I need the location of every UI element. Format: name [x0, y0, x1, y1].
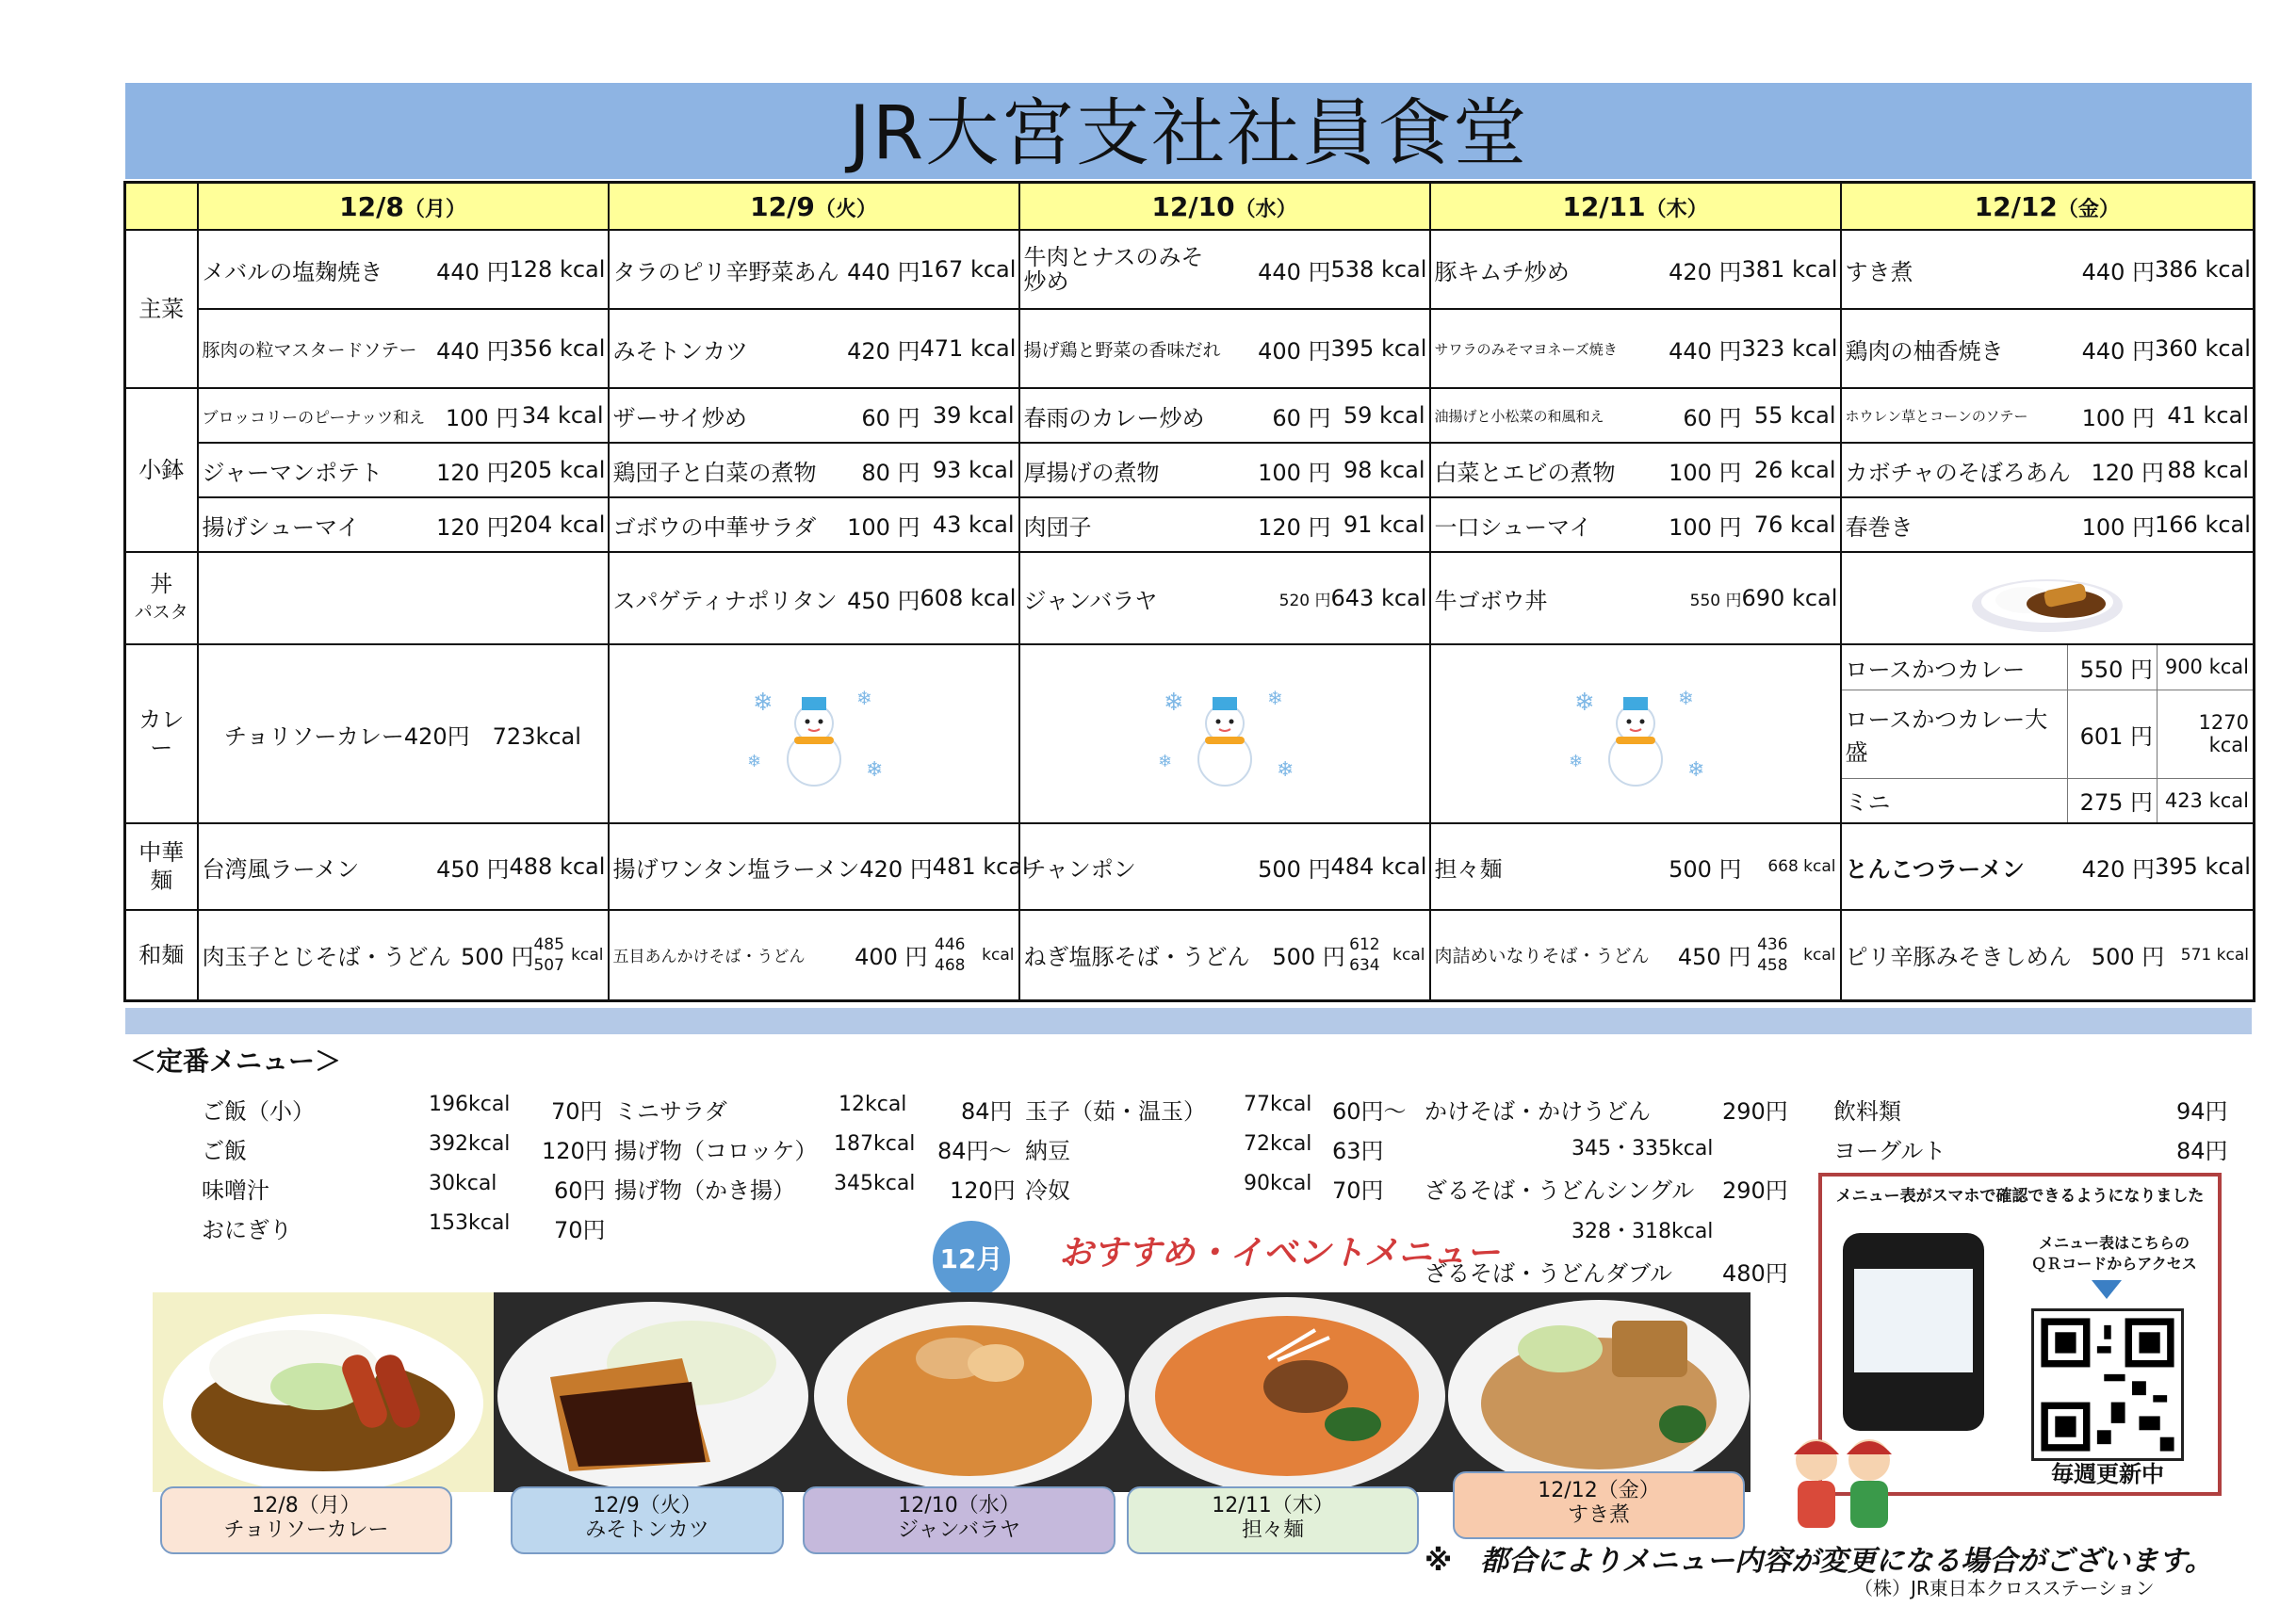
- category-curry: カレー: [125, 644, 198, 823]
- curry-item-price: 550 円: [2068, 645, 2158, 690]
- chef-illustration: [1771, 1422, 1913, 1535]
- qr-code[interactable]: [2031, 1308, 2184, 1461]
- arrow-down-icon: [2092, 1280, 2122, 1299]
- regular-item-name: 揚げ物（かき揚）: [614, 1177, 795, 1204]
- regular-item-price: 70円: [554, 1217, 606, 1243]
- regular-item-name: ご飯（小）: [202, 1098, 315, 1125]
- menu-cell: 揚げワンタン塩ラーメン 420 円 481 kcal: [609, 823, 1019, 910]
- curry-illustration-cell: [1841, 552, 2255, 644]
- regular-item-name: 味噌汁: [202, 1177, 269, 1204]
- regular-item-price: 63円: [1332, 1138, 1384, 1164]
- regular-item-price: 84円～: [937, 1138, 1012, 1164]
- regular-item-price: 120円: [950, 1177, 1016, 1204]
- category-main: 主菜: [125, 230, 198, 388]
- menu-cell: 白菜とエビの煮物 100 円 26 kcal: [1430, 443, 1841, 497]
- regular-item-name: 納豆: [1025, 1138, 1070, 1164]
- caption-thu: 12/11（木） 担々麺: [1127, 1486, 1419, 1554]
- page-title: JR大宮支社社員食堂: [848, 91, 1529, 176]
- menu-cell-empty: [198, 552, 609, 644]
- snowman-illustration: [1024, 673, 1425, 795]
- menu-cell: 牛ゴボウ丼 550 円 690 kcal: [1430, 552, 1841, 644]
- menu-cell: サワラのみそマヨネーズ焼き 440 円 323 kcal: [1430, 309, 1841, 388]
- snowman-cell: [609, 644, 1019, 823]
- regular-item-price: 290円: [1722, 1177, 1788, 1204]
- weekly-update-label: 毎週更新中: [2051, 1461, 2164, 1487]
- svg-text:❄: ❄: [1677, 687, 1694, 709]
- regular-item-kcal: 392kcal: [429, 1132, 511, 1156]
- svg-text:❄: ❄: [1573, 689, 1595, 717]
- regular-item-price: 60円: [554, 1177, 606, 1204]
- regular-item-name: おにぎり: [202, 1217, 292, 1243]
- curry-item-kcal: 1270 kcal: [2158, 690, 2254, 778]
- menu-cell: とんこつラーメン 420 円 395 kcal: [1841, 823, 2255, 910]
- regular-item-price: 70円: [551, 1098, 603, 1125]
- qr-header: メニュー表がスマホで確認できるようになりました: [1835, 1187, 2205, 1206]
- regular-item-name: 飲料類: [1833, 1098, 1901, 1125]
- regular-item-name: 冷奴: [1025, 1177, 1070, 1204]
- snowman-illustration: [1435, 673, 1836, 795]
- caption-fri: 12/12（金） すき煮: [1453, 1471, 1745, 1539]
- regular-item-name: ざるそば・うどんダブル: [1425, 1260, 1673, 1287]
- day-header-thu: 12/11（木）: [1430, 183, 1841, 231]
- curry-item-price: 275 円: [2068, 778, 2158, 822]
- regular-item-kcal: 72kcal: [1244, 1132, 1312, 1156]
- event-menu-title: おすすめ・イベントメニュー: [1059, 1234, 1501, 1273]
- photo-chorizo-curry: [153, 1292, 494, 1492]
- regular-item-name: ご飯: [202, 1138, 247, 1164]
- regular-menu-title: ＜定番メニュー＞: [130, 1046, 342, 1077]
- curry-item-kcal: 423 kcal: [2164, 788, 2249, 812]
- category-don-pasta: 丼 パスタ: [125, 552, 198, 644]
- regular-item-name: ざるそば・うどんシングル: [1425, 1177, 1695, 1204]
- curry-friday-table: [1842, 645, 2254, 822]
- phone-illustration: [1843, 1233, 1984, 1431]
- svg-text:❄: ❄: [1157, 752, 1172, 771]
- menu-cell: ねぎ塩豚そば・うどん 500 円 612 634 kcal: [1019, 910, 1430, 1000]
- menu-cell: 揚げ鶏と野菜の香味だれ 400 円 395 kcal: [1019, 309, 1430, 388]
- menu-cell: タラのピリ辛野菜あん 440 円 167 kcal: [609, 230, 1019, 309]
- menu-cell: 肉玉子とじそば・うどん 500 円 485 507 kcal: [198, 910, 609, 1000]
- curry-item-name: ミニ: [1842, 778, 2068, 822]
- curry-item-kcal: 900 kcal: [2158, 645, 2254, 690]
- photo-tantanmen: [1127, 1292, 1447, 1492]
- svg-text:❄: ❄: [1266, 687, 1283, 709]
- regular-item-price: 94円: [2176, 1098, 2228, 1125]
- regular-item-price: 120円: [542, 1138, 608, 1164]
- menu-cell: 豚肉の粒マスタードソテー 440 円 356 kcal: [198, 309, 609, 388]
- curry-plate-illustration: [1846, 560, 2250, 636]
- curry-friday-cell: [1841, 644, 2255, 823]
- menu-cell: 牛肉とナスのみそ炒め 440 円 538 kcal: [1019, 230, 1430, 309]
- menu-cell: ピリ辛豚みそきしめん 500 円 571 kcal: [1841, 910, 2255, 1000]
- menu-cell: ザーサイ炒め 60 円 39 kcal: [609, 388, 1019, 443]
- regular-item-kcal: 30kcal: [429, 1172, 497, 1195]
- photo-jambalaya: [812, 1292, 1127, 1492]
- menu-cell: 揚げシューマイ 120 円 204 kcal: [198, 497, 609, 552]
- snowman-cell: [1019, 644, 1430, 823]
- photo-sukini: [1447, 1292, 1750, 1492]
- menu-cell: 肉詰めいなりそば・うどん 450 円 436 458 kcal: [1430, 910, 1841, 1000]
- category-chuka: 中華麺: [125, 823, 198, 910]
- change-notice: ※ 都合によりメニュー内容が変更になる場合がございます。: [1425, 1545, 2213, 1578]
- regular-item-price: 70円: [1332, 1177, 1384, 1204]
- menu-cell: 担々麺 500 円 668 kcal: [1430, 823, 1841, 910]
- regular-item-kcal: 345kcal: [834, 1172, 916, 1195]
- regular-item-name: かけそば・かけうどん: [1425, 1098, 1651, 1125]
- menu-cell: 厚揚げの煮物 100 円 98 kcal: [1019, 443, 1430, 497]
- day-header-wed: 12/10（水）: [1019, 183, 1430, 231]
- photo-miso-tonkatsu: [494, 1292, 812, 1492]
- menu-cell: 春雨のカレー炒め 60 円 59 kcal: [1019, 388, 1430, 443]
- menu-cell: 台湾風ラーメン 450 円 488 kcal: [198, 823, 609, 910]
- menu-cell: 五目あんかけそば・うどん 400 円 446 468 kcal: [609, 910, 1019, 1000]
- regular-item-kcal: 187kcal: [834, 1132, 916, 1156]
- svg-text:❄: ❄: [1686, 758, 1704, 782]
- menu-cell: みそトンカツ 420 円 471 kcal: [609, 309, 1019, 388]
- svg-text:❄: ❄: [1568, 752, 1583, 771]
- regular-item-name: ミニサラダ: [614, 1098, 727, 1125]
- corner-cell: [125, 183, 198, 231]
- regular-item-kcal: 345・335kcal: [1571, 1137, 1714, 1160]
- menu-cell: カボチャのそぼろあん 120 円 88 kcal: [1841, 443, 2255, 497]
- svg-text:❄: ❄: [1276, 758, 1294, 782]
- svg-text:❄: ❄: [746, 752, 761, 771]
- regular-item-name: 揚げ物（コロッケ）: [614, 1138, 818, 1164]
- menu-cell: ジャンバラヤ 520 円 643 kcal: [1019, 552, 1430, 644]
- menu-cell: 鶏肉の柚香焼き 440 円 360 kcal: [1841, 309, 2255, 388]
- category-small: 小鉢: [125, 388, 198, 552]
- regular-item-name: 玉子（茹・温玉）: [1025, 1098, 1206, 1125]
- snowman-cell: [1430, 644, 1841, 823]
- regular-item-price: 84円: [961, 1098, 1013, 1125]
- svg-text:❄: ❄: [855, 687, 872, 709]
- regular-item-name: ヨーグルト: [1833, 1138, 1946, 1164]
- header-row: [125, 183, 2255, 231]
- regular-item-kcal: 12kcal: [839, 1093, 907, 1116]
- menu-cell: 肉団子 120 円 91 kcal: [1019, 497, 1430, 552]
- svg-text:❄: ❄: [752, 689, 773, 717]
- regular-item-kcal: 77kcal: [1244, 1093, 1312, 1116]
- menu-cell: メバルの塩麹焼き 440 円 128 kcal: [198, 230, 609, 309]
- menu-cell: 春巻き 100 円 166 kcal: [1841, 497, 2255, 552]
- table-bottom-band: [125, 1008, 2252, 1034]
- phone-screen: [1854, 1269, 1973, 1372]
- regular-item-kcal: 153kcal: [429, 1211, 511, 1235]
- svg-text:❄: ❄: [1163, 689, 1184, 717]
- menu-cell: チャンポン 500 円 484 kcal: [1019, 823, 1430, 910]
- qr-access-text: メニュー表はこちらの ＱＲコードからアクセス: [2031, 1234, 2197, 1273]
- regular-item-price: 84円: [2176, 1138, 2228, 1164]
- menu-cell: ゴボウの中華サラダ 100 円 43 kcal: [609, 497, 1019, 552]
- menu-cell: 一口シューマイ 100 円 76 kcal: [1430, 497, 1841, 552]
- menu-cell: スパゲティナポリタン 450 円 608 kcal: [609, 552, 1019, 644]
- day-header-tue: 12/9（火）: [609, 183, 1019, 231]
- company-name: （株）JR東日本クロスステーション: [1854, 1577, 2155, 1599]
- regular-item-kcal: 196kcal: [429, 1093, 511, 1116]
- menu-cell: 鶏団子と白菜の煮物 80 円 93 kcal: [609, 443, 1019, 497]
- menu-cell: 豚キムチ炒め 420 円 381 kcal: [1430, 230, 1841, 309]
- snowman-illustration: [613, 673, 1015, 795]
- caption-mon: 12/8（月） チョリソーカレー: [160, 1486, 452, 1554]
- regular-item-price: 60円～: [1332, 1098, 1407, 1125]
- caption-tue: 12/9（火） みそトンカツ: [511, 1486, 784, 1554]
- curry-monday-cell: チョリソーカレー420円 723kcal: [198, 644, 609, 823]
- regular-item-kcal: 90kcal: [1244, 1172, 1312, 1195]
- curry-item-price: 601 円: [2068, 690, 2158, 778]
- menu-cell: ブロッコリーのピーナッツ和え 100 円 34 kcal: [198, 388, 609, 443]
- curry-item-name: ロースかつカレー: [1842, 645, 2068, 690]
- curry-item-name: ロースかつカレー大盛: [1842, 690, 2068, 778]
- menu-cell: ホウレン草とコーンのソテー 100 円 41 kcal: [1841, 388, 2255, 443]
- menu-cell: 油揚げと小松菜の和風和え 60 円 55 kcal: [1430, 388, 1841, 443]
- svg-text:❄: ❄: [865, 758, 883, 782]
- day-header-fri: 12/12（金）: [1841, 183, 2255, 231]
- caption-wed: 12/10（水） ジャンバラヤ: [803, 1486, 1115, 1554]
- regular-item-price: 290円: [1722, 1098, 1788, 1125]
- category-wamen: 和麺: [125, 910, 198, 1000]
- regular-item-price: 480円: [1722, 1260, 1788, 1287]
- regular-item-kcal: 328・318kcal: [1571, 1220, 1714, 1243]
- weekly-menu-table: [123, 181, 2255, 1002]
- menu-cell: ジャーマンポテト 120 円 205 kcal: [198, 443, 609, 497]
- menu-cell: すき煮 440 円 386 kcal: [1841, 230, 2255, 309]
- december-badge: 12月: [933, 1221, 1010, 1298]
- day-header-mon: 12/8（月）: [198, 183, 609, 231]
